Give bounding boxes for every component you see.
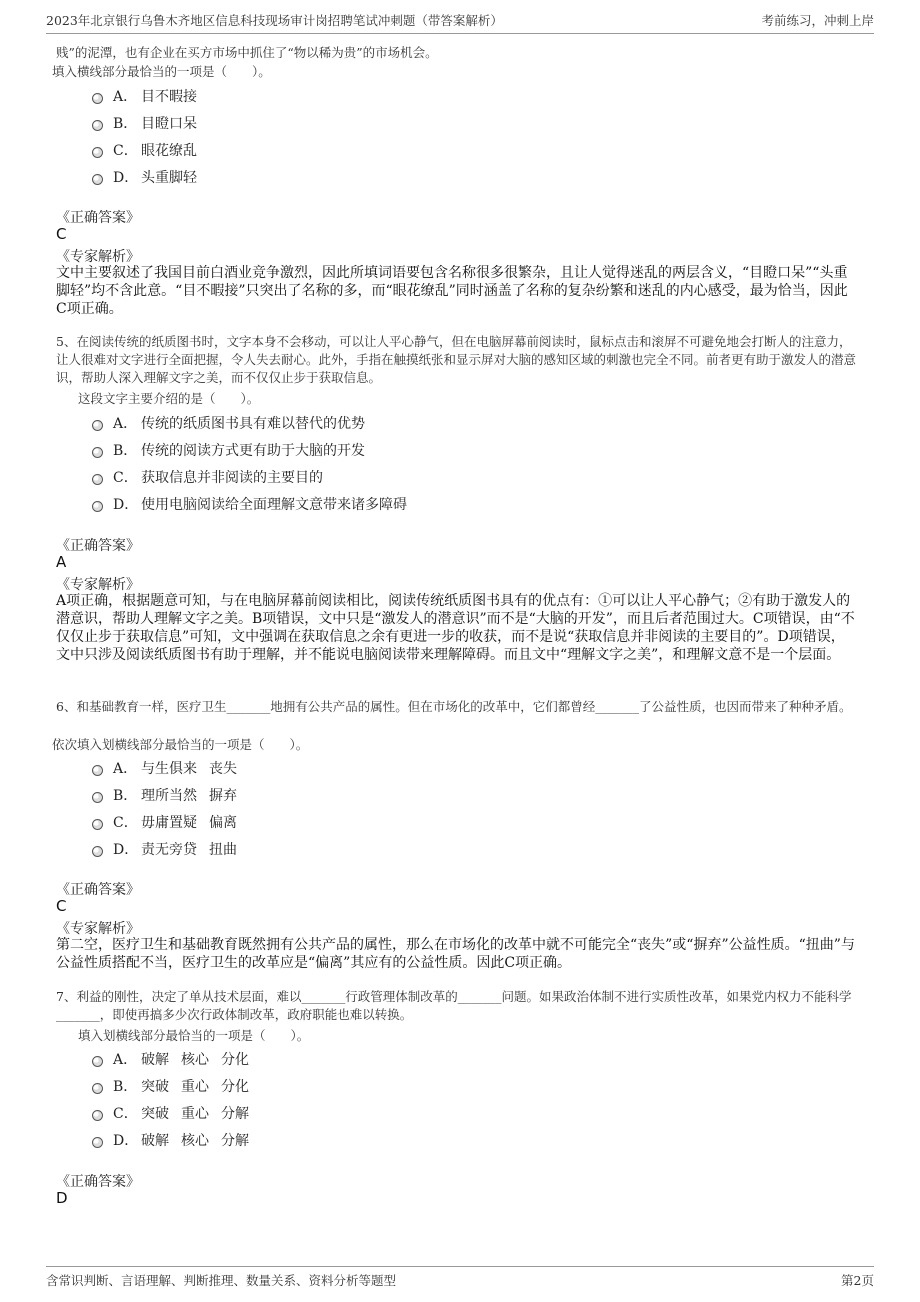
radio-icon[interactable]	[92, 447, 103, 458]
q5-option-b[interactable]: B． 传统的阅读方式更有助于大脑的开发	[92, 440, 365, 460]
document-title: 2023年北京银行乌鲁木齐地区信息科技现场审计岗招聘笔试冲刺题（带答案解析）	[46, 13, 503, 28]
q5-text: 5、在阅读传统的纸质图书时，文字本身不会移动，可以让人平心静气，但在电脑屏幕前阅读时，鼠标点击和滚屏不可避免地会打断人的注意力，让人很难对文字进行全面把握，令人失去耐心。此外，手指在触摸纸张和显示屏对大脑的感知区域的刺激也完全不同。前者更有助于激发人的潜意识，帮助人深入理解文字之美，而不仅仅止步于获取信息。	[56, 334, 857, 385]
q7-option-c[interactable]: C． 突破 重心 分解	[92, 1103, 249, 1123]
q5-analysis: A项正确，根据题意可知，与在电脑屏幕前阅读相比，阅读传统纸质图书具有的优点有：①可以让人平心静气；②有助于激发人的潜意识，帮助人理解文字之美。B项错误，文中只是“激发人的潜意识”而不是“大脑的开发”，而且后者范围过大。C项错误，由“不仅仅止步于获取信息”可知，文中强调在获取信息之余有更进一步的收获，而不是说“获取信息并非阅读的主要目的”。D项错误，文中只涉及阅读纸质图书有助于理解，并不能说电脑阅读带来理解障碍。而且文中“理解文字之美”，和理解文意不是一个层面。	[56, 593, 855, 663]
q4-prompt: 填入横线部分最恰当的一项是（ ）。	[52, 64, 271, 79]
radio-icon[interactable]	[92, 1137, 103, 1148]
q5-option-d[interactable]: D． 使用电脑阅读给全面理解文意带来诸多障碍	[92, 494, 407, 514]
radio-icon[interactable]	[92, 1110, 103, 1121]
q4-text-tail: 贱”的泥潭，也有企业在买方市场中抓住了“物以稀为贵”的市场机会。	[56, 45, 438, 60]
footer-topics: 含常识判断、言语理解、判断推理、数量关系、资料分析等题型	[46, 1273, 397, 1288]
q7-answer: D	[56, 1189, 68, 1207]
q7-option-d[interactable]: D． 破解 核心 分解	[92, 1130, 249, 1150]
q6-analysis: 第二空，医疗卫生和基础教育既然拥有公共产品的属性，那么在市场化的改革中就不可能完全“丧失”或“摒弃”公益性质。“扭曲”与公益性质搭配不当，医疗卫生的改革应是“偏离”其应有的公益性质。因此C项正确。	[56, 937, 855, 971]
q6-option-d[interactable]: D． 责无旁贷 扭曲	[92, 839, 237, 859]
q5-prompt: 这段文字主要介绍的是（ ）。	[78, 391, 260, 406]
page-header	[46, 12, 874, 34]
q4-option-b[interactable]: B． 目瞪口呆	[92, 113, 197, 133]
radio-icon[interactable]	[92, 765, 103, 776]
header-slogan: 考前练习，冲刺上岸	[761, 13, 874, 28]
q6-answer-label: 《正确答案》	[56, 882, 140, 898]
radio-icon[interactable]	[92, 474, 103, 485]
q4-analysis: 文中主要叙述了我国目前白酒业竞争激烈，因此所填词语要包含名称很多很繁杂，且让人觉得迷乱的两层含义，“目瞪口呆”“头重脚轻”均不含此意。“目不暇接”只突出了名称的多，而“眼花缭乱”同时涵盖了名称的复杂纷繁和迷乱的内心感受，最为恰当，因此C项正确。	[56, 265, 848, 317]
q7-prompt: 填入划横线部分最恰当的一项是（ ）。	[78, 1028, 310, 1043]
q4-answer: C	[56, 225, 67, 243]
radio-icon[interactable]	[92, 819, 103, 830]
radio-icon[interactable]	[92, 1083, 103, 1094]
page-number: 第2页	[841, 1273, 874, 1288]
q7-option-a[interactable]: A． 破解 核心 分化	[92, 1049, 249, 1069]
q6-option-a[interactable]: A． 与生俱来 丧失	[92, 758, 237, 778]
radio-icon[interactable]	[92, 1056, 103, 1067]
q5-answer-label: 《正确答案》	[56, 538, 140, 554]
q6-analysis-label: 《专家解析》	[56, 921, 140, 937]
radio-icon[interactable]	[92, 147, 103, 158]
radio-icon[interactable]	[92, 792, 103, 803]
q6-answer: C	[56, 897, 67, 915]
q5-option-a[interactable]: A． 传统的纸质图书具有难以替代的优势	[92, 413, 365, 433]
q5-analysis-label: 《专家解析》	[56, 577, 140, 593]
radio-icon[interactable]	[92, 93, 103, 104]
radio-icon[interactable]	[92, 420, 103, 431]
q4-analysis-label: 《专家解析》	[56, 249, 140, 265]
radio-icon[interactable]	[92, 846, 103, 857]
q4-option-d[interactable]: D． 头重脚轻	[92, 167, 197, 187]
q6-prompt: 依次填入划横线部分最恰当的一项是（ ）。	[52, 737, 309, 752]
q7-option-b[interactable]: B． 突破 重心 分化	[92, 1076, 249, 1096]
q4-option-c[interactable]: C． 眼花缭乱	[92, 140, 197, 160]
q4-answer-label: 《正确答案》	[56, 210, 140, 226]
q5-answer: A	[56, 553, 67, 571]
q7-text: 7、利益的刚性，决定了单从技术层面，难以_______行政管理体制改革的_______问题。如果政治体制不进行实质性改革，如果党内权力不能科学_______，即使再搞多少次行政体制改革，政府职能也难以转换。	[56, 989, 852, 1022]
q5-option-c[interactable]: C． 获取信息并非阅读的主要目的	[92, 467, 323, 487]
radio-icon[interactable]	[92, 174, 103, 185]
page-footer	[46, 1266, 874, 1293]
q4-option-a[interactable]: A． 目不暇接	[92, 86, 197, 106]
radio-icon[interactable]	[92, 501, 103, 512]
q6-option-c[interactable]: C． 毋庸置疑 偏离	[92, 812, 237, 832]
radio-icon[interactable]	[92, 120, 103, 131]
q6-text: 6、和基础教育一样，医疗卫生_______地拥有公共产品的属性。但在市场化的改革中，它们都曾经_______了公益性质，也因而带来了种种矛盾。	[56, 699, 852, 714]
q7-answer-label: 《正确答案》	[56, 1174, 140, 1190]
q6-option-b[interactable]: B． 理所当然 摒弃	[92, 785, 237, 805]
